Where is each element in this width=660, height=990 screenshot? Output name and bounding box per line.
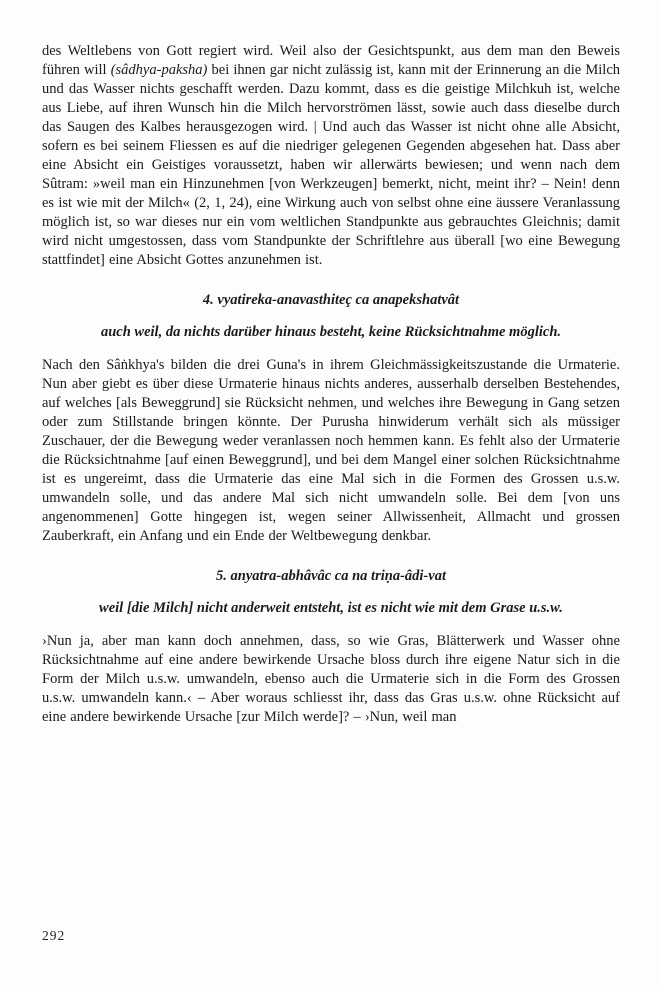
sutra-translation-4: auch weil, da nichts darüber hinaus besteht, keine Rücksichtnahme möglich. [100, 324, 562, 340]
sutra-heading-4: 4. vyatireka-anavasthiteç ca anapekshatvât [202, 292, 460, 308]
paragraph-text-after-term: bei ihnen gar nicht zulässig ist, kann mit der Erinnerung an die Milch und das Wasser nichts geschafft werden. Dazu kommt, dass es die geistige Milchkuh ist, welche aus Liebe, auf ihren Wunsch hin die Milch hervorströmen lässt, sowie auch dass dieselbe durch das Saugen des Kalbes herausgezogen wird. | Und auch das Wasser ist nicht ohne alle Absicht, sofern es bei seinem Fliessen es auf die niedriger gelegenen Gegenden abgesehen hat. Dass aber eine Absicht ein Geistiges voraussetzt, haben wir allerwärts bewiesen; und wenn nach dem Sûtram: »weil man ein Hinzunehmen [von Werkzeugen] bemerkt, nicht, meint ihr? – Nein! denn es ist wie mit der Milch« (2, 1, 24), eine Wirkung auch von selbst ohne eine äussere Veranlassung möglich ist, so war dieses nur ein vom weltlichen Standpunkte aus gebrauchtes Gleichnis; damit wird nicht umgestossen, dass vom Standpunkte der Schriftlehre aus überall [wo eine Bewegung stattfindet] eine Absicht Gottes anzunehmen ist. [42, 62, 621, 268]
paragraph-text-before-term: des Weltlebens von Gott regiert wird. Weil also der Gesichtspunkt, aus dem man den Beweis führen will [42, 43, 620, 78]
page-text [42, 42, 620, 727]
commentary-paragraph-5: ›Nun ja, aber man kann doch annehmen, dass, so wie Gras, Blätterwerk und Wasser ohne Rücksichtnahme auf eine andere bewirkende Ursache bloss durch ihre eigene Natur sich in die Form der Milch u.s.w. umwandeln, ebenso auch die Urmaterie sich in die Form des Grossen u.s.w. umwandeln kann.‹ – Aber woraus schliesst ihr, dass das Gras u.s.w. ohne Rücksicht auf eine andere bewirkende Ursache [zur Milch werde]? – ›Nun, weil man [42, 633, 620, 725]
sutra-translation-5: weil [die Milch] nicht anderweit entsteht, ist es nicht wie mit dem Grase u.s.w. [99, 600, 563, 616]
commentary-paragraph-4: Nach den Sâṅkhya's bilden die drei Guna's in ihrem Gleichmässigkeitszustande die Urmaterie. Nun aber giebt es über diese Urmaterie hinaus nichts anderes, ausserhalb derselben Bestehendes, auf welches [als Beweggrund] sie Rücksicht nehmen, und welches ihre Bewegung in Gang setzen oder zum Stillstande bringen könnte. Der Purusha hinwiderum verhält sich als müssiger Zuschauer, der die Bewegung weder veranlassen noch hemmen kann. Es fehlt also der Urmaterie die Rücksichtnahme [auf einen Beweggrund], und bei dem Mangel einer solchen Rücksichtnahme ist es ungereimt, dass die Urmaterie das eine Mal sich in die Formen des Grossen u.s.w. umwandeln solle, und das andere Mal sich nicht umwandeln solle. Bei dem [von uns angenommenen] Gotte hingegen ist, wegen seiner Allwissenheit, Allmacht und grossen Zauberkraft, ein Anfang und ein Ende der Weltbewegung denkbar. [42, 357, 620, 544]
paragraph-continuation [42, 42, 620, 270]
sutra-heading-5: 5. anyatra-abhâvâc ca na triṇa-âdi-vat [216, 568, 446, 584]
sanskrit-term-italic: (sâdhya-paksha) [110, 62, 208, 78]
page-number: 292 [42, 928, 66, 943]
